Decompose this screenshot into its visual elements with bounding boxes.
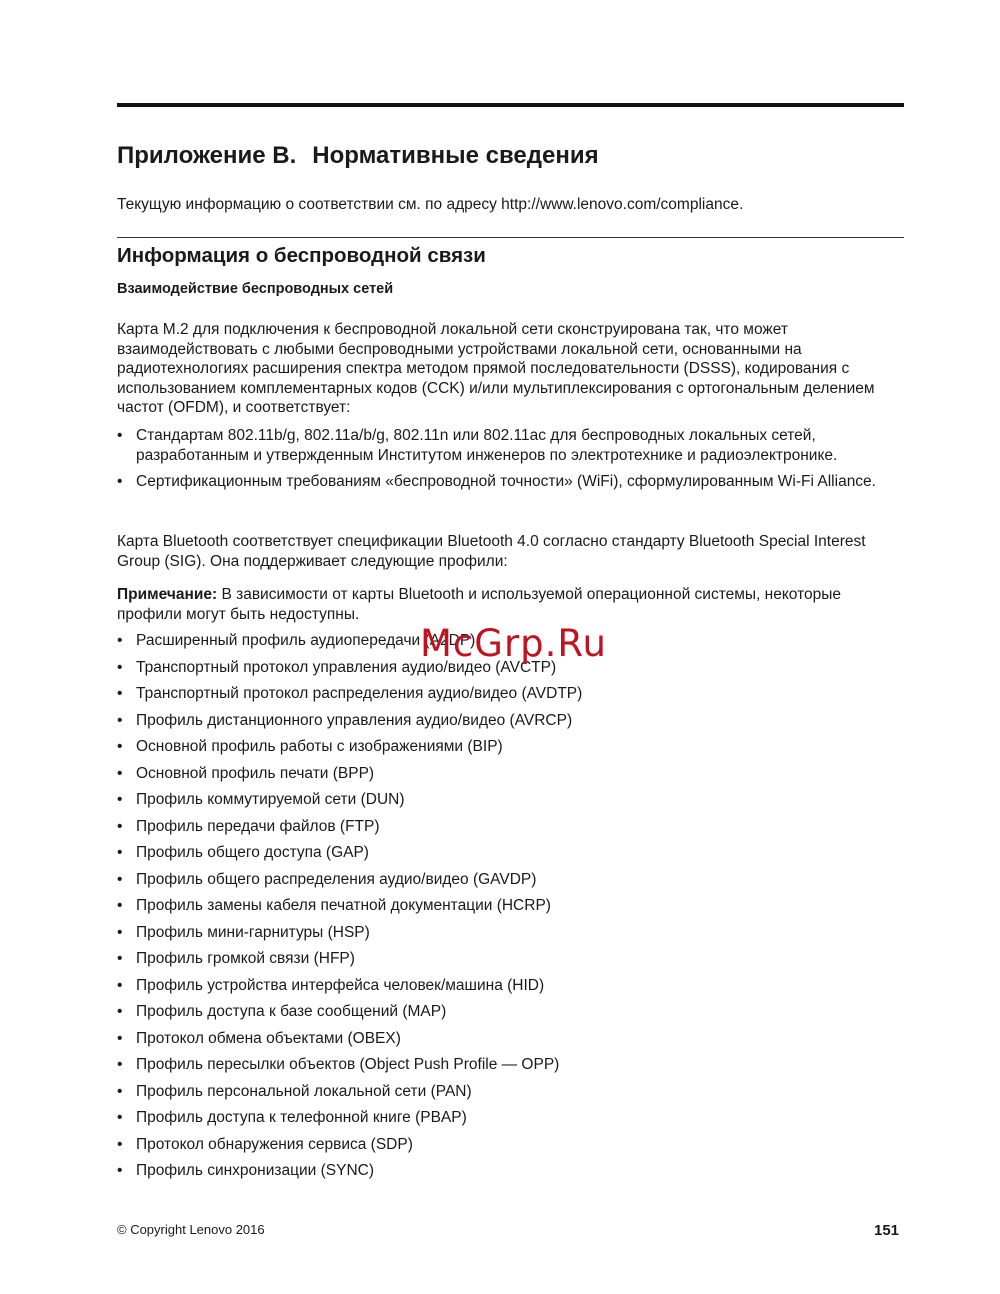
- chapter-name: Нормативные сведения: [312, 142, 599, 169]
- profile-item: • Профиль устройства интерфейса человек/машина (HID): [117, 976, 904, 1003]
- profile-item: • Профиль общего распределения аудио/видео (GAVDP): [117, 870, 904, 897]
- bluetooth-paragraph: Карта Bluetooth соответствует спецификации Bluetooth 4.0 согласно стандарту Bluetooth Special Interest Group (SIG). Она поддерживает следующие профили:: [117, 533, 866, 570]
- profile-item: • Основной профиль работы с изображениями (BIP): [117, 737, 904, 764]
- profile-item: • Профиль мини-гарнитуры (HSP): [117, 923, 904, 950]
- profile-item: • Профиль доступа к телефонной книге (PBAP): [117, 1108, 904, 1135]
- list-item: • Сертификационным требованиям «беспроводной точности» (WiFi), сформулированным Wi-Fi Alliance.: [117, 472, 904, 492]
- profile-item: • Профиль громкой связи (HFP): [117, 949, 904, 976]
- note-text: В зависимости от карты Bluetooth и используемой операционной системы, некоторые профили могут быть недоступны.: [117, 586, 841, 623]
- note-label: Примечание:: [117, 586, 218, 603]
- profile-item: • Расширенный профиль аудиопередачи (A2DP): [117, 631, 904, 658]
- chapter-label: Приложение B.: [117, 142, 297, 169]
- profile-item: • Профиль синхронизации (SYNC): [117, 1161, 904, 1188]
- wlan-paragraph: Карта M.2 для подключения к беспроводной локальной сети сконструирована так, что может взаимодействовать с любыми беспроводными устройствами локальной сети, основанными на радиотехнологиях расширения спектра методом прямой последовательности (DSSS), кодирования с использованием комплементарных кодов (CCK) и/или мультиплексирования с ортогональным делением частот (OFDM), и соответствует:: [117, 321, 875, 417]
- profile-item: • Транспортный протокол управления аудио/видео (AVCTP): [117, 658, 904, 685]
- watermark: McGrp.Ru: [420, 622, 607, 665]
- page-number: 151: [874, 1222, 900, 1239]
- profile-item: • Профиль доступа к базе сообщений (MAP): [117, 1002, 904, 1029]
- profile-item: • Профиль замены кабеля печатной документации (HCRP): [117, 896, 904, 923]
- profile-item: • Протокол обмена объектами (OBEX): [117, 1029, 904, 1056]
- list-item: • Стандартам 802.11b/g, 802.11a/b/g, 802.11n или 802.11ac для беспроводных локальных сетей, разработанным и утвержденным Институтом инженеров по электротехнике и радиоэлектронике.: [117, 426, 904, 465]
- profile-item: • Профиль передачи файлов (FTP): [117, 817, 904, 844]
- section-title: Информация о беспроводной связи: [117, 244, 486, 267]
- intro-text: Текущую информацию о соответствии см. по адресу http://www.lenovo.com/compliance.: [117, 196, 744, 213]
- copyright: © Copyright Lenovo 2016: [117, 1222, 265, 1237]
- top-rule: [117, 103, 904, 107]
- profile-item: • Профиль общего доступа (GAP): [117, 843, 904, 870]
- note-paragraph: [117, 585, 904, 624]
- section-rule: [117, 237, 904, 238]
- profile-item: • Профиль дистанционного управления аудио/видео (AVRCP): [117, 711, 904, 738]
- chapter-title: [117, 142, 599, 170]
- profile-item: • Транспортный протокол распределения аудио/видео (AVDTP): [117, 684, 904, 711]
- profiles-list: [117, 631, 904, 1188]
- profile-item: • Профиль коммутируемой сети (DUN): [117, 790, 904, 817]
- subsection-title: Взаимодействие беспроводных сетей: [117, 281, 394, 297]
- profile-item: • Профиль персональной локальной сети (PAN): [117, 1082, 904, 1109]
- compliance-list: [117, 426, 904, 499]
- profile-item: • Основной профиль печати (BPP): [117, 764, 904, 791]
- profile-item: • Протокол обнаружения сервиса (SDP): [117, 1135, 904, 1162]
- profile-item: • Профиль пересылки объектов (Object Push Profile — OPP): [117, 1055, 904, 1082]
